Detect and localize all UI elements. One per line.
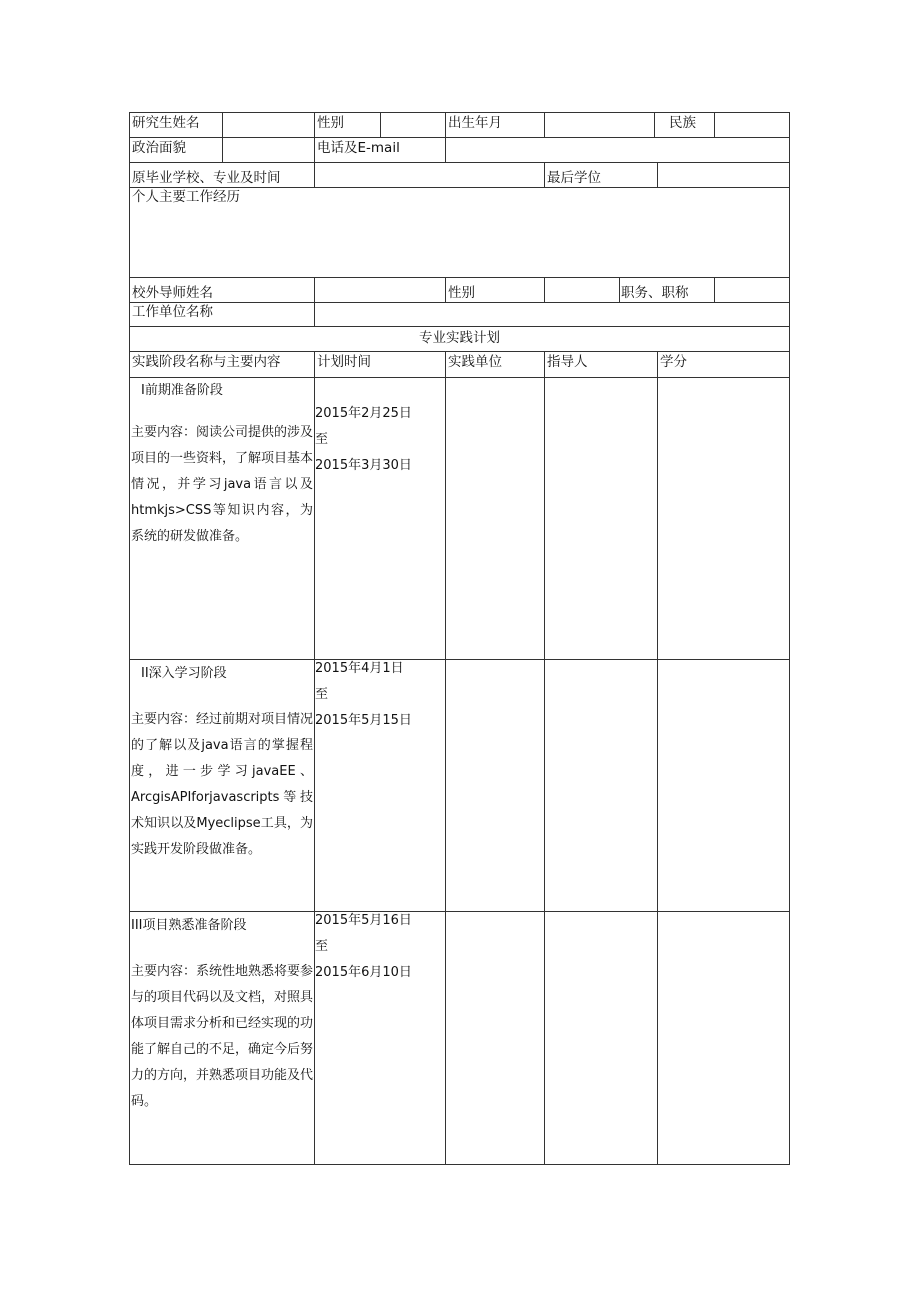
col-divider — [544, 277, 545, 302]
stage-3-start: 2015年5月16日 — [315, 913, 412, 928]
row-divider — [129, 326, 790, 327]
row-divider — [129, 302, 790, 303]
col-divider — [445, 351, 446, 1165]
col-divider — [445, 277, 446, 302]
stage-3-time — [315, 908, 443, 986]
credit-header: 学分 — [660, 354, 687, 370]
advisor-header: 指导人 — [547, 354, 588, 370]
col-divider — [445, 112, 446, 162]
contact-label: 电话及E-mail — [317, 140, 400, 156]
stage-3-end: 2015年6月10日 — [315, 965, 412, 980]
name-label: 研究生姓名 — [132, 115, 200, 131]
stage-2-end: 2015年5月15日 — [315, 713, 412, 728]
stage-1-description — [131, 378, 313, 550]
work-history-label: 个人主要工作经历 — [132, 189, 240, 205]
row-divider — [129, 911, 790, 912]
birth-label: 出生年月 — [448, 115, 502, 131]
degree-label: 最后学位 — [547, 170, 601, 186]
col-divider — [314, 112, 315, 162]
row-divider — [129, 162, 790, 163]
col-divider — [314, 162, 315, 187]
col-divider — [544, 351, 545, 1165]
stage-header: 实践阶段名称与主要内容 — [132, 354, 281, 370]
stage-3-to: 至 — [315, 939, 329, 954]
gender-label: 性别 — [317, 115, 344, 131]
mentor-title-label: 职务、职称 — [621, 285, 689, 301]
stage-3-description — [131, 913, 313, 1115]
stage-1-time — [315, 401, 443, 479]
school-label: 原毕业学校、专业及时间 — [132, 170, 281, 186]
stage-3-content: 主要内容：系统性地熟悉将要参与的项目代码以及文档，对照具体项目需求分析和已经实现的功能了解自己的不足，确定今后努力的方向，并熟悉项目功能及代码。 — [131, 964, 314, 1109]
stage-1-start: 2015年2月25日 — [315, 406, 412, 421]
col-divider — [380, 112, 381, 137]
stage-1-name: I前期准备阶段 — [141, 383, 223, 398]
stage-2-start: 2015年4月1日 — [315, 661, 404, 676]
political-status-label: 政治面貌 — [132, 140, 186, 156]
unit-header: 实践单位 — [448, 354, 502, 370]
col-divider — [657, 162, 658, 187]
row-divider — [129, 659, 790, 660]
stage-3-name: III项目熟悉准备阶段 — [131, 918, 247, 933]
col-divider — [657, 351, 658, 1165]
row-divider — [129, 187, 790, 188]
row-divider — [129, 351, 790, 352]
stage-2-to: 至 — [315, 687, 329, 702]
col-divider — [654, 112, 655, 137]
col-divider — [314, 302, 315, 326]
ethnicity-label: 民族 — [669, 115, 696, 131]
plan-title: 专业实践计划 — [419, 330, 500, 346]
stage-2-time — [315, 656, 443, 734]
col-divider — [314, 277, 315, 302]
mentor-name-label: 校外导师姓名 — [132, 285, 213, 301]
time-header: 计划时间 — [317, 354, 371, 370]
stage-2-name: II深入学习阶段 — [141, 666, 227, 681]
stage-2-description — [131, 661, 313, 863]
row-divider — [129, 137, 790, 138]
stage-1-end: 2015年3月30日 — [315, 458, 412, 473]
col-divider — [544, 162, 545, 187]
col-divider — [714, 277, 715, 302]
row-divider — [129, 277, 790, 278]
work-unit-label: 工作单位名称 — [132, 304, 213, 320]
col-divider — [222, 112, 223, 162]
col-divider — [544, 112, 545, 137]
stage-1-content: 主要内容：阅读公司提供的涉及项目的一些资料，了解项目基本情况，并学习java语言以及htmkjs>CSS等知识内容，为系统的研发做准备。 — [131, 425, 314, 544]
mentor-gender-label: 性别 — [448, 285, 475, 301]
col-divider — [619, 277, 620, 302]
stage-1-to: 至 — [315, 432, 329, 447]
stage-2-content: 主要内容：经过前期对项目情况的了解以及java语言的掌握程度，进一步学习javaEE、ArcgisAPIforjavascripts等技术知识以及Myeclipse工具，为实践开发阶段做准备。 — [131, 712, 314, 857]
col-divider — [714, 112, 715, 137]
